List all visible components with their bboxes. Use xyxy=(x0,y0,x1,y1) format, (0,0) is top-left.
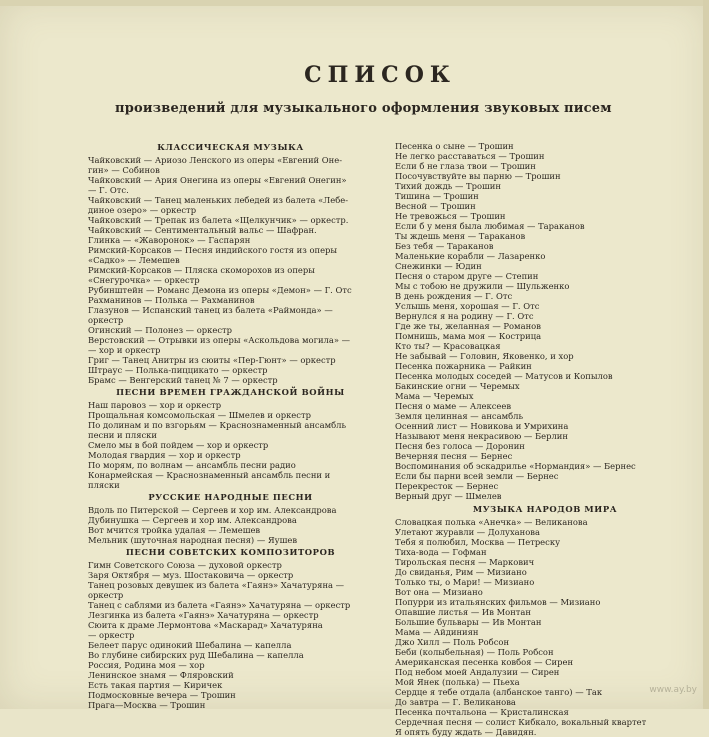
list-item: Штраус — Полька-пиццикато — оркестр xyxy=(88,365,268,375)
list-item: Сюита к драме Лермонтова «Маскарад» Хачатуряна xyxy=(88,620,323,630)
list-item: Есть такая партия — Киричек xyxy=(88,680,223,690)
list-item: Улетают журавли — Долуханова xyxy=(395,527,540,537)
list-item: Снежинки — Юдин xyxy=(395,261,482,271)
list-item: Если бы парни всей земли — Бернес xyxy=(395,471,559,481)
list-item: Танец с саблями из балета «Гаянэ» Хачатуряна — оркестр xyxy=(88,600,351,610)
list-item: Помнишь, мама моя — Кострица xyxy=(395,331,542,341)
list-item: Не легко расставаться — Трошин xyxy=(395,151,545,161)
list-item: Весной — Трошин xyxy=(395,201,476,211)
list-item: Григ — Танец Анитры из сюиты «Пер-Гюнт» — оркестр xyxy=(88,355,336,365)
list-item: Смело мы в бой пойдем — хор и оркестр xyxy=(88,440,269,450)
list-item: Танец розовых девушек из балета «Гаянэ» Хачатуряна — xyxy=(88,580,345,590)
list-item: Ты ждешь меня — Тараканов xyxy=(395,231,526,241)
list-item: Перекресток — Бернес xyxy=(395,481,499,491)
list-item: Американская песенка ковбоя — Сирен xyxy=(395,657,574,667)
list-item: Джо Хилл — Поль Робсон xyxy=(395,637,510,647)
section-header: МУЗЫКА НАРОДОВ МИРА xyxy=(472,504,618,514)
list-item: Беби (колыбельная) — Поль Робсон xyxy=(395,647,554,657)
list-item: Сердце я тебе отдала (албанское танго) — Так xyxy=(395,687,603,697)
list-item: Подмосковные вечера — Трошин xyxy=(88,690,236,700)
list-item: «Садко» — Лемешев xyxy=(88,255,180,265)
list-item: Во глубине сибирских руд Шебалина — капелла xyxy=(88,650,304,660)
document-subtitle: произведений для музыкального оформления звуковых писем xyxy=(115,101,612,116)
list-item: Песенка о сыне — Трошин xyxy=(395,141,514,151)
list-item: Песня о маме — Алексеев xyxy=(395,401,512,411)
list-item: — хор и оркестр xyxy=(88,345,161,355)
list-item: Верстовский — Отрывки из оперы «Аскольдова могила» — xyxy=(88,335,351,345)
document-title: СПИСОК xyxy=(304,62,456,88)
section-header: ПЕСНИ ВРЕМЕН ГРАЖДАНСКОЙ ВОЙНЫ xyxy=(116,387,345,397)
list-item: Маленькие корабли — Лазаренко xyxy=(395,251,546,261)
list-item: Мы с тобою не дружили — Шульженко xyxy=(395,281,570,291)
list-item: В день рождения — Г. Отс xyxy=(395,291,513,301)
list-item: Тебя я полюбил, Москва — Петреску xyxy=(395,537,560,547)
list-item: Я опять буду ждать — Давидян. xyxy=(395,727,537,737)
list-item: Песня без голоса — Доронин xyxy=(395,441,525,451)
list-item: «Снегурочка» — оркестр xyxy=(88,275,200,285)
list-item: Тиха-вода — Гофман xyxy=(395,547,487,557)
list-item: Молодая гвардия — хор и оркестр xyxy=(88,450,241,460)
list-item: Мой Янек (полька) — Пьеха xyxy=(395,677,520,687)
list-item: Если б у меня была любимая — Тараканов xyxy=(395,221,585,231)
paper-edge-top xyxy=(0,0,709,6)
list-item: диное озеро» — оркестр xyxy=(88,205,197,215)
list-item: Вот мчится тройка удалая — Лемешев xyxy=(88,525,261,535)
list-item: По морям, по волнам — ансамбль песни радио xyxy=(88,460,296,470)
list-item: Воспоминания об эскадрилье «Нормандия» — Бернес xyxy=(395,461,636,471)
list-item: Римский-Корсаков — Песня индийского гостя из оперы xyxy=(88,245,338,255)
list-item: — оркестр xyxy=(88,630,135,640)
list-item: Римский-Корсаков — Пляска скоморохов из оперы xyxy=(88,265,315,275)
list-item: Мама — Черемых xyxy=(395,391,474,401)
paper-edge-right xyxy=(703,0,709,709)
list-item: Под небом моей Андалузии — Сирен xyxy=(395,667,560,677)
list-item: Гимн Советского Союза — духовой оркестр xyxy=(88,560,282,570)
list-item: По долинам и по взгорьям — Краснознаменный ансамбль xyxy=(88,420,347,430)
section-header: ПЕСНИ СОВЕТСКИХ КОМПОЗИТОРОВ xyxy=(125,547,336,557)
list-item: Посочувствуйте вы парню — Трошин xyxy=(395,171,561,181)
list-item: Только ты, о Мари! — Мизиано xyxy=(395,577,535,587)
list-item: пляски xyxy=(88,480,120,490)
list-item: Не тревожься — Трошин xyxy=(395,211,506,221)
list-item: Наш паровоз — хор и оркестр xyxy=(88,400,222,410)
list-item: Не забывай — Головин, Яковенко, и хор xyxy=(395,351,574,361)
list-item: Песенка пожарника — Райкин xyxy=(395,361,532,371)
list-item: Рахманинов — Полька — Рахманинов xyxy=(88,295,255,305)
list-item: Глазунов — Испанский танец из балета «Раймонда» — xyxy=(88,305,333,315)
right-column xyxy=(395,141,695,737)
list-item: гин» — Собинов xyxy=(88,165,160,175)
list-item: Где же ты, желанная — Романов xyxy=(395,321,541,331)
list-item: Мельник (шуточная народная песня) — Яушев xyxy=(88,535,298,545)
list-item: Сердечная песня — солист Кибкало, вокальный квартет xyxy=(395,717,647,727)
list-item: Огинский — Полонез — оркестр xyxy=(88,325,232,335)
list-item: Попурри из итальянских фильмов — Мизиано xyxy=(395,597,601,607)
list-item: Тихий дождь — Трошин xyxy=(395,181,501,191)
list-item: Опавшие листья — Ив Монтан xyxy=(395,607,531,617)
list-item: Словацкая полька «Анечка» — Великанова xyxy=(395,517,588,527)
list-item: Лезгинка из балета «Гаянэ» Хачатуряна — оркестр xyxy=(88,610,319,620)
list-item: Брамс — Венгерский танец № 7 — оркестр xyxy=(88,375,278,385)
list-item: Кто ты? — Красовацкая xyxy=(395,341,501,351)
list-item: Верный друг — Шмелев xyxy=(395,491,502,501)
list-item: — Г. Отс. xyxy=(88,185,129,195)
list-item: Чайковский — Ария Онегина из оперы «Евгений Онегин» xyxy=(88,175,347,185)
list-item: Земля целинная — ансамбль xyxy=(395,411,524,421)
left-column xyxy=(88,142,373,710)
list-item: оркестр xyxy=(88,590,124,600)
list-item: оркестр xyxy=(88,315,124,325)
list-item: Тирольская песня — Маркович xyxy=(395,557,535,567)
list-item: Рубинштейн — Романс Демона из оперы «Демон» — Г. Отс xyxy=(88,285,352,295)
list-item: Мама — Айдиниян xyxy=(395,627,479,637)
list-item: Чайковский — Сентиментальный вальс — Шафран. xyxy=(88,225,317,235)
list-item: Прощальная комсомольская — Шмелев и оркестр xyxy=(88,410,311,420)
list-item: Чайковский — Ариозо Ленского из оперы «Евгений Оне- xyxy=(88,155,343,165)
list-item: Осенний лист — Новикова и Умрихина xyxy=(395,421,569,431)
list-item: Без тебя — Тараканов xyxy=(395,241,494,251)
list-item: Ленинское знамя — Фляровский xyxy=(88,670,234,680)
list-item: Прага—Москва — Трошин xyxy=(88,700,206,710)
section-header: РУССКИЕ НАРОДНЫЕ ПЕСНИ xyxy=(148,492,313,502)
list-item: Заря Октября — муз. Шостаковича — оркестр xyxy=(88,570,294,580)
list-item: Называют меня некрасивою — Берлин xyxy=(395,431,568,441)
list-item: До свиданья, Рим — Мизиано xyxy=(395,567,527,577)
list-item: Тишина — Трошин xyxy=(395,191,479,201)
list-item: Россия, Родина моя — хор xyxy=(88,660,205,670)
watermark: www.ay.by xyxy=(649,685,697,695)
list-item: Чайковский — Танец маленьких лебедей из балета «Лебе- xyxy=(88,195,349,205)
list-item: Песенка почтальона — Кристалинская xyxy=(395,707,569,717)
list-item: Вот она — Мизиано xyxy=(395,587,483,597)
list-item: песни и пляски xyxy=(88,430,157,440)
list-item: Белеет парус одинокий Шебалина — капелла xyxy=(88,640,292,650)
list-item: До завтра — Г. Великанова xyxy=(395,697,516,707)
list-item: Чайковский — Трепак из балета «Щелкунчик» — оркестр. xyxy=(88,215,349,225)
section-header: КЛАССИЧЕСКАЯ МУЗЫКА xyxy=(157,142,304,152)
list-item: Вдоль по Питерской — Сергеев и хор им. Александрова xyxy=(88,505,337,515)
list-item: Бакинские огни — Черемых xyxy=(395,381,520,391)
list-item: Конармейская — Краснознаменный ансамбль песни и xyxy=(88,470,331,480)
list-item: Песня о старом друге — Степин xyxy=(395,271,539,281)
list-item: Глинка — «Жаворонок» — Гаспарян xyxy=(88,235,251,245)
list-item: Дубинушка — Сергеев и хор им. Александрова xyxy=(88,515,297,525)
list-item: Песенка молодых соседей — Матусов и Копылов xyxy=(395,371,613,381)
list-item: Вернулся я на родину — Г. Отс xyxy=(395,311,534,321)
list-item: Вечерняя песня — Бернес xyxy=(395,451,513,461)
list-item: Услышь меня, хорошая — Г. Отс xyxy=(395,301,540,311)
list-item: Большие бульвары — Ив Монтан xyxy=(395,617,542,627)
list-item: Если б не глаза твои — Трошин xyxy=(395,161,536,171)
